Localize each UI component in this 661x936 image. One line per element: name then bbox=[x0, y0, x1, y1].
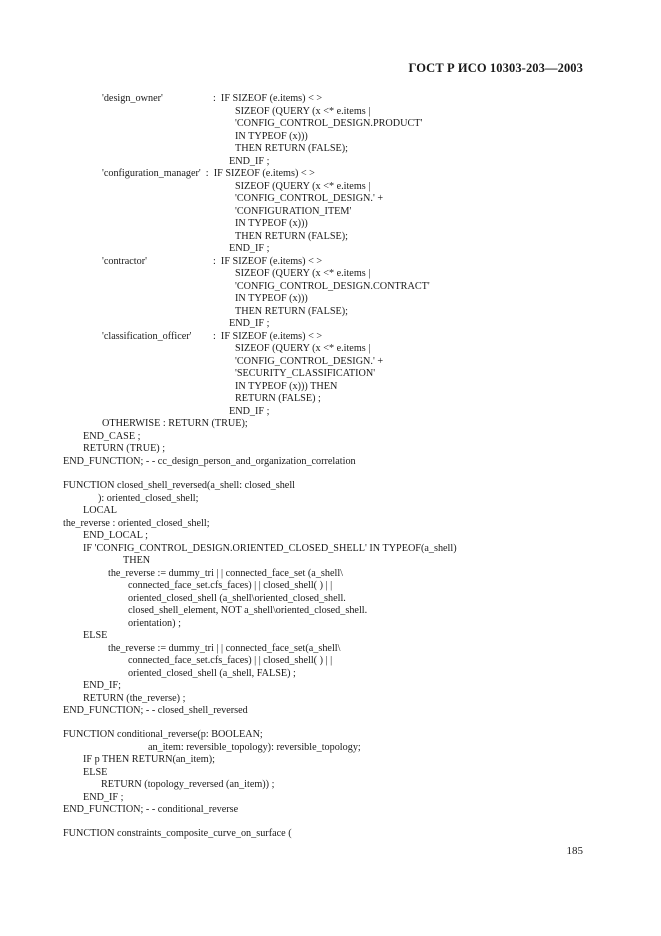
code-line: 'CONFIG_CONTROL_DESIGN.' + bbox=[235, 356, 384, 367]
code-line: IN TYPEOF (x))) bbox=[235, 293, 308, 304]
code-line: 'SECURITY_CLASSIFICATION' bbox=[235, 368, 376, 379]
code-line: the_reverse := dummy_tri | | connected_face_set (a_shell\ bbox=[108, 568, 343, 579]
code-line: END_IF ; bbox=[229, 318, 270, 329]
code-line: : IF SIZEOF (e.items) < > bbox=[213, 93, 323, 104]
code-line: connected_face_set.cfs_faces) | | closed_shell( ) | | bbox=[128, 655, 333, 666]
code-line: THEN RETURN (FALSE); bbox=[235, 143, 348, 154]
code-line: RETURN (FALSE) ; bbox=[235, 393, 321, 404]
page-number: 185 bbox=[566, 845, 583, 857]
code-line: 'CONFIG_CONTROL_DESIGN.CONTRACT' bbox=[235, 281, 430, 292]
code-line: 'configuration_manager' : IF SIZEOF (e.items) < > bbox=[102, 168, 315, 179]
code-line: THEN bbox=[123, 555, 151, 566]
code-line: : IF SIZEOF (e.items) < > bbox=[213, 256, 323, 267]
code-line: IF p THEN RETURN(an_item); bbox=[83, 754, 215, 765]
code-line: LOCAL bbox=[83, 505, 117, 516]
code-line: an_item: reversible_topology): reversible_topology; bbox=[148, 742, 361, 753]
code-line: END_IF ; bbox=[83, 792, 124, 803]
code-line: 'design_owner' bbox=[102, 93, 163, 104]
code-line: END_FUNCTION; - - cc_design_person_and_organization_correlation bbox=[63, 456, 356, 467]
code-line: closed_shell_element, NOT a_shell\oriented_closed_shell. bbox=[128, 605, 368, 616]
code-line: 'CONFIGURATION_ITEM' bbox=[235, 206, 352, 217]
code-line: OTHERWISE : RETURN (TRUE); bbox=[102, 418, 248, 429]
code-line: oriented_closed_shell (a_shell, FALSE) ; bbox=[128, 668, 296, 679]
code-line: IN TYPEOF (x))) bbox=[235, 131, 308, 142]
code-line: IN TYPEOF (x))) THEN bbox=[235, 381, 338, 392]
code-line: ELSE bbox=[83, 630, 108, 641]
code-line: END_IF ; bbox=[229, 156, 270, 167]
code-line: SIZEOF (QUERY (x <* e.items | bbox=[235, 343, 371, 354]
code-line: ELSE bbox=[83, 767, 108, 778]
code-line: END_FUNCTION; - - closed_shell_reversed bbox=[63, 705, 248, 716]
code-line: END_IF ; bbox=[229, 243, 270, 254]
code-line: the_reverse : oriented_closed_shell; bbox=[63, 518, 210, 529]
code-line: FUNCTION conditional_reverse(p: BOOLEAN; bbox=[63, 729, 263, 740]
code-line: IF 'CONFIG_CONTROL_DESIGN.ORIENTED_CLOSED_SHELL' IN TYPEOF(a_shell) bbox=[83, 543, 457, 554]
code-line: END_FUNCTION; - - conditional_reverse bbox=[63, 804, 239, 815]
code-line: FUNCTION closed_shell_reversed(a_shell: closed_shell bbox=[63, 480, 295, 491]
code-line: 'contractor' bbox=[102, 256, 147, 267]
code-line: 'classification_officer' bbox=[102, 331, 192, 342]
code-line: END_CASE ; bbox=[83, 431, 141, 442]
code-line: ): oriented_closed_shell; bbox=[98, 493, 199, 504]
code-line: : IF SIZEOF (e.items) < > bbox=[213, 331, 323, 342]
code-line: 'CONFIG_CONTROL_DESIGN.PRODUCT' bbox=[235, 118, 423, 129]
code-line: connected_face_set.cfs_faces) | | closed_shell( ) | | bbox=[128, 580, 333, 591]
code-line: END_LOCAL ; bbox=[83, 530, 148, 541]
code-line: RETURN (topology_reversed (an_item)) ; bbox=[101, 779, 275, 790]
code-line: IN TYPEOF (x))) bbox=[235, 218, 308, 229]
code-line: RETURN (the_reverse) ; bbox=[83, 693, 186, 704]
code-line: RETURN (TRUE) ; bbox=[83, 443, 166, 454]
code-line: THEN RETURN (FALSE); bbox=[235, 231, 348, 242]
code-line: THEN RETURN (FALSE); bbox=[235, 306, 348, 317]
code-line: SIZEOF (QUERY (x <* e.items | bbox=[235, 268, 371, 279]
code-line: oriented_closed_shell (a_shell\oriented_closed_shell. bbox=[128, 593, 346, 604]
code-line: FUNCTION constraints_composite_curve_on_surface ( bbox=[63, 828, 292, 839]
standard-header: ГОСТ Р ИСО 10303-203—2003 bbox=[408, 61, 583, 75]
code-line: SIZEOF (QUERY (x <* e.items | bbox=[235, 181, 371, 192]
code-line: the_reverse := dummy_tri | | connected_face_set(a_shell\ bbox=[108, 643, 341, 654]
code-line: 'CONFIG_CONTROL_DESIGN.' + bbox=[235, 193, 384, 204]
code-line: END_IF ; bbox=[229, 406, 270, 417]
code-line: SIZEOF (QUERY (x <* e.items | bbox=[235, 106, 371, 117]
code-line: orientation) ; bbox=[128, 618, 181, 629]
code-line: END_IF; bbox=[83, 680, 121, 691]
